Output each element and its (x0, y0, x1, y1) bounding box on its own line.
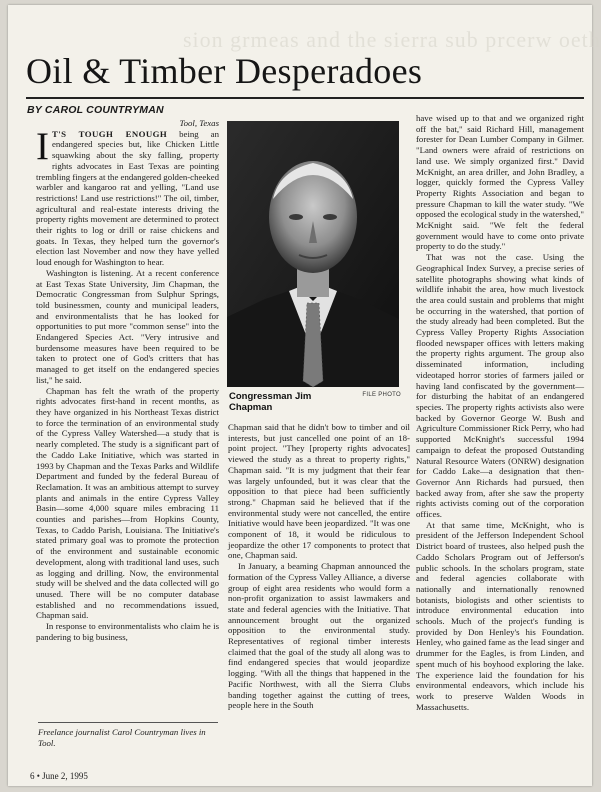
drop-cap: I (36, 124, 49, 168)
dateline: Tool, Texas (179, 118, 219, 128)
column-2-paragraph: Chapman said that he didn't bow to timber and oil interests, but just cancelled one point of an 18-point project. "They [property rights advocates] viewed the study as a threat to property rights," Chapman said. "It is my judgment that their fear was largely unfounded, but it was clear that the opposition to that piece had been sufficiently strong." Chapman said he believed that if the environmental study were not cancelled, the entire Initiative would have been jeopardized. "It was one component of 18, it would be ridiculous to jeopardize the other 17 components to protect that one, Chapman said. (228, 422, 410, 561)
photo-caption: Congressman Jim Chapman (229, 391, 312, 413)
column-1-paragraph: In response to environmentalists who claim he is pandering to big business, (36, 621, 219, 642)
column-2-paragraph: In January, a beaming Chapman announced the formation of the Cypress Valley Alliance, a diverse group of eight area residents who would form a non-profit organization to assist lawmakers and state and federal agencies with the Initiative. That announcement brought out the organized opposition to the environmental study. Representatives of regional timber interests claimed that the goal of the study all along was to find endangered species that would jeopardize logging. "With all the things that happened in the Pacific Northwest, with all the Sierra Clubs banding together against the cutting of trees, people here in the South (228, 561, 410, 711)
article-column-2 (228, 422, 410, 767)
article-headline: Oil & Timber Desperadoes (26, 51, 423, 91)
column-3-paragraph: have wised up to that and we organized right off the bat," said Richard Hill, management forester for Dean Lumber Company in Gilmer. "Land owners were afraid of restrictions on land use. We simply organized first." David McKnight, an area driller, and John Bradley, a logger, quickly formed the Cypress Valley Property Rights Association and began to pressure Chapman to kill the water study. "We opposed the ecological study in the watershed," McKnight said. "We felt the federal government would have to come onto private property to do the study." (416, 113, 584, 252)
photo-credit: FILE PHOTO (362, 392, 401, 398)
article-column-3 (416, 113, 584, 773)
page-folio: 6 • June 2, 1995 (30, 771, 88, 781)
magazine-page (8, 5, 601, 786)
byline: BY CAROL COUNTRYMAN (27, 104, 164, 116)
bleed-through-text: sion grmeas and the sierra sub prcerw oeth (183, 27, 601, 52)
lead-paragraph (36, 124, 219, 268)
article-column-1 (36, 118, 219, 728)
headline-rule (26, 97, 584, 99)
author-footnote: Freelance journalist Carol Countryman lives in Tool. (38, 727, 206, 748)
column-1-paragraph: Washington is listening. At a recent conference at East Texas State University, Jim Chapman, the Democratic Congressman from Sulphur Springs, told businessmen, county and municipal leaders, and environmentalists that he has looked for opportunities to put more "common sense" into the Endangered Species Act. "Very intrusive and burdensome measures have been required to be taken to protect one of God's critters that has managed to get itself on the endangered species list," he said. (36, 267, 219, 385)
lead-text: being an endangered species but, like Chicken Little squawking about the sky falling, property rights advocates in East Texas are pointing trembling fingers at the endangered golden-cheeked warbler and kangaroo rat and yelling, "Land use restrictions! Land use restrictions!" The oil, timber, agricultural and real-estate interests driving the property rights movement are determined to protect their rights to log or drill or raise chickens and goats. In Texas, they helped turn the governor's election last November and now they have yelled loud enough for Washington to hear. (36, 128, 219, 268)
footnote-rule (38, 722, 218, 723)
column-3-paragraph: That was not the case. Using the Geographical Index Survey, a precise series of satellite photographs showing what kinds of wildlife inhabit the area, how much livestock the area could sustain and problems that might be occurring in the watershed, that portion of the study already had been completed. But the Cypress Valley Property Rights Association flooded newspaper offices with letters making the property rights argument. The group also disseminated information, including videotaped horror stories of farmers jailed or having land confiscated by the government—for disturbing the habitat of an endangered species. The property rights activists also were backed by Governor George W. Bush and Agriculture Commissioner Rick Perry, who had supported McKnight's successful 1994 campaign to defeat the proposed Outstanding Natural Resource Waters (ONRW) designation for Caddo Lake—a designation that then-Governor Ann Richards had pursued, then backed away from, after she saw the property rights activists coming out of the corporation offices. (416, 252, 585, 520)
column-1-paragraph: Chapman has felt the wrath of the property rights advocates first-hand in recent months, as they have organized in his Northeast Texas district to force the termination of an environmental study of the Cypress Valley Watershed—a study that is nearly completed. The study is a significant part of the Caddo Lake Initiative, which was started in 1993 by Chapman and the Texas Parks and Wildlife Department and funded by the federal Bureau of Reclamation. It was an ambitious attempt to survey plants and animals in the entire Cypress Valley Basin—some 4,000 square miles embracing 11 counties and parishes—from Hopkins County, Texas, to Caddo Parish, Louisiana. The Initiative's stated primary goal was to promote the protection of the environment and sustainable economic development, along with traditional land uses, such as logging and drilling. Now, the environmental study will be shelved and the data collected will go unused. There will be no computer database established and no recommendations issued, Chapman said. (36, 385, 219, 621)
lead-smallcaps: T'S TOUGH ENOUGH (52, 128, 168, 139)
column-3-paragraph: At that same time, McKnight, who is president of the Jefferson Independent School District board of trustees, also helped push the Caddo Scholars Program out of Jefferson's public schools. In the scholars program, state and federal agencies collaborate with nationally and internationally renowned botanists, biologists and other scientists to introduce environmental education into schools. Much of the project's funding is provided by Don Henley's his Foundation. Henley, who gained fame as the lead singer and drummer for the Eagles, is from Linden, and spent much of his boyhood exploring the lake. The experience laid the foundation for his environmental endeavors, which include his work to preserve Walden Woods in Massachusetts. (416, 519, 584, 712)
portrait-illustration (227, 121, 399, 387)
portrait-photo (227, 121, 399, 387)
